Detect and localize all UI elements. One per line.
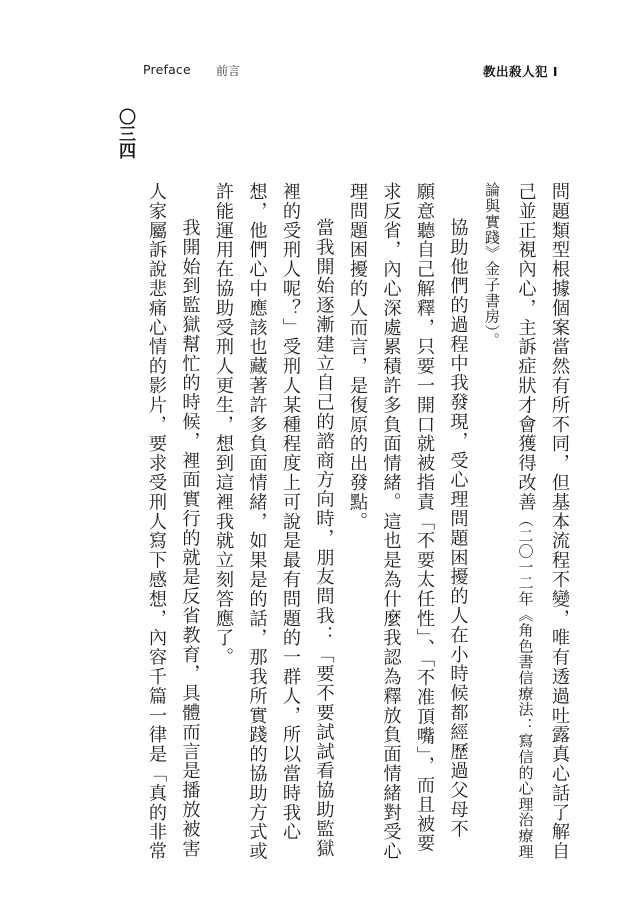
text-column: 協助他們的過程中我發現，受心理問題困擾的人在小時候都經歷過父母不: [447, 218, 469, 839]
text-column: [508, 182, 543, 860]
page-number: 〇三四: [115, 108, 135, 159]
text-column: 許能運用在協助受刑人更生，想到這裡我就立刻答應了。: [213, 182, 234, 667]
section-label-en: Preface: [143, 62, 191, 77]
text-column: 問題類型根據個案當然有所不同，但基本流程不變，唯有透過吐露真心話了解自: [549, 182, 570, 861]
body-text: [140, 182, 577, 861]
text-column: 我開始到監獄幫忙的時候，裡面實行的就是反省教育，具體而言是播放被害: [179, 218, 201, 859]
book-title: 教出殺人犯 I: [482, 64, 558, 79]
running-header: [0, 62, 634, 82]
text-column: 求反省，內心深處累積許多負面情緒。這也是為什麼我認為釋放負面情緒對受心: [380, 182, 402, 861]
section-label-zh: 前言: [216, 64, 241, 78]
text-column: 人家屬訴說悲痛心情的影片，要求受刑人寫下感想，內容千篇一律是「真的非常: [146, 182, 167, 861]
citation-text: （二〇一二年《角色書信療法：寫信的心理治療理: [516, 511, 535, 860]
text-column: 理問題困擾的人而言，是復原的出發點。: [347, 182, 368, 532]
text-column: 當我開始逐漸建立自己的諮商方向時，朋友問我：「要不要試試看協助監獄: [313, 218, 335, 859]
citation-column: 論與實踐》金子書房）。: [483, 182, 501, 349]
text-column: 想，他們心中應該也藏著許多負面情緒，如果是的話，那我所實踐的協助方式或: [246, 182, 268, 861]
text-column: 願意聽自己解釋，只要一開口就被指責「不要太任性」、「不准頂嘴」，而且被要: [414, 182, 435, 854]
text-segment: 己並正視內心，主訴症狀才會獲得改善: [515, 182, 537, 512]
text-column: 裡的受刑人呢？」受刑人某種程度上可說是最有問題的一群人，所以當時我心: [280, 182, 301, 842]
